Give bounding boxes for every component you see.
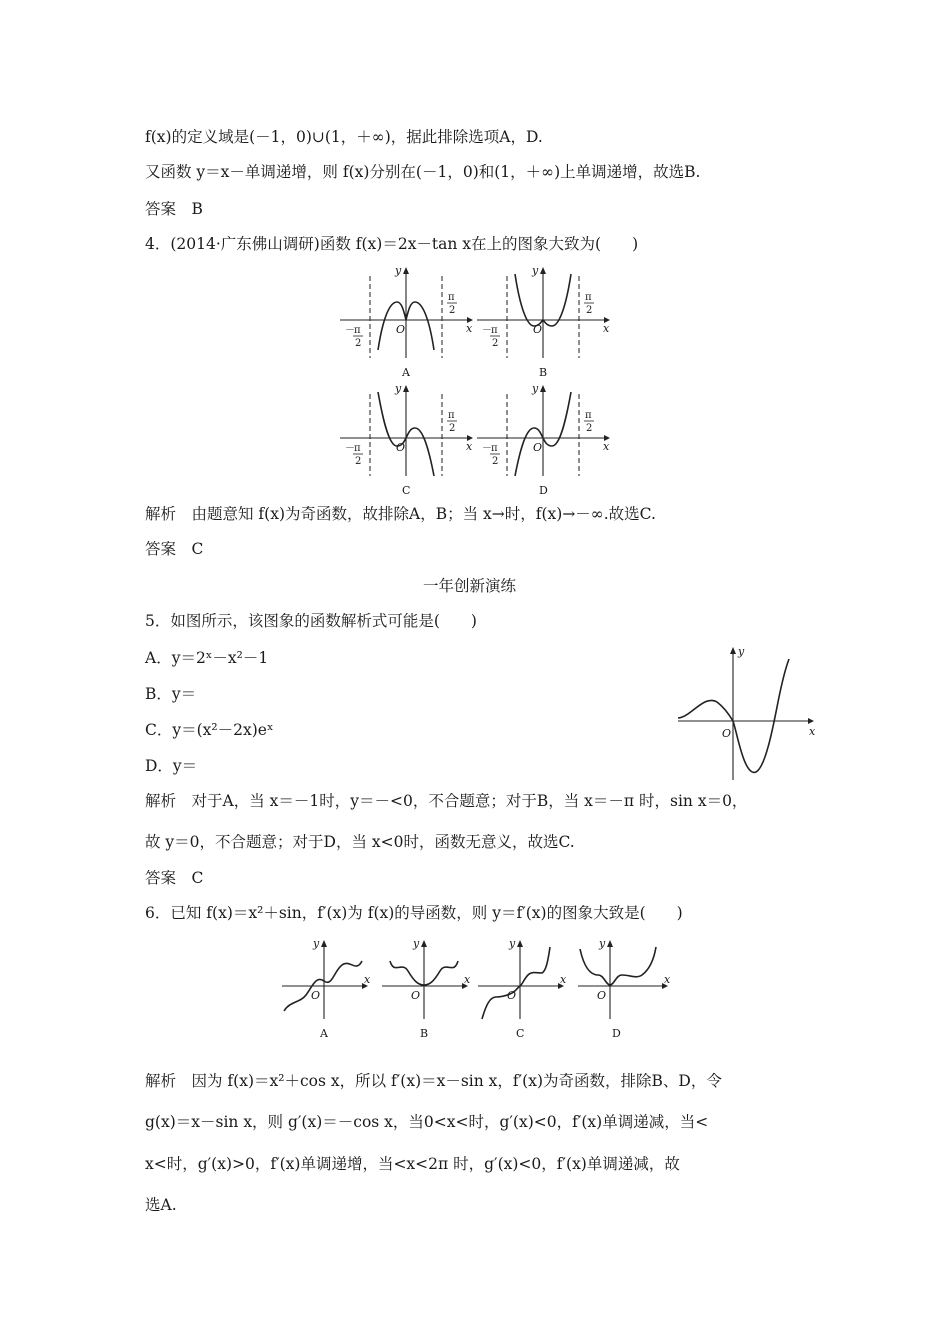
fig4-panel-d [477, 382, 610, 497]
fig4-a-origin: O [396, 323, 406, 336]
fig4-caption-d: D [539, 484, 548, 497]
text-line-2: 又函数 y＝x－单调递增，则 f(x)分别在(－1，0)和(1，＋∞)上单调递增，故选B. [145, 163, 701, 181]
fig6-b-y-label: y [413, 937, 420, 950]
figure-6 [280, 935, 680, 1045]
fig4-d-pos-pi: π [585, 410, 592, 421]
fig6-panel-a [282, 937, 371, 1040]
fig5-y-label: y [738, 645, 745, 658]
fig4-c-neg-sign: － [345, 443, 355, 454]
answer-5: 答案 C [145, 869, 204, 887]
fig4-a-pos-pi: π [448, 292, 455, 303]
question-5: 5．如图所示，该图象的函数解析式可能是( ) [145, 612, 477, 630]
fig4-b-neg-pi: π [491, 325, 498, 336]
analysis-5-line-2: 故 y＝0，不合题意；对于D，当 x<0时，函数无意义，故选C. [145, 833, 575, 851]
fig6-c-origin: O [507, 989, 517, 1002]
fig4-b-neg-den: 2 [492, 338, 499, 349]
fig6-b-origin: O [411, 989, 421, 1002]
fig6-c-x-label: x [560, 973, 567, 986]
question-6: 6．已知 f(x)＝x²＋sin，f′(x)为 f(x)的导函数，则 y＝f′(x)的图象大致是( ) [145, 904, 683, 922]
fig4-d-neg-sign: － [482, 443, 492, 454]
fig6-d-origin: O [597, 989, 607, 1002]
analysis-6-line-1: 解析 因为 f(x)＝x²＋cos x，所以 f′(x)＝x－sin x，f′(x)为奇函数，排除B、D，令 [145, 1072, 722, 1090]
fig6-d-y-label: y [599, 937, 606, 950]
fig4-c-pos-pi: π [448, 410, 455, 421]
analysis-6-line-4: 选A. [145, 1196, 177, 1214]
text-line-1: f(x)的定义域是(－1，0)∪(1，＋∞)，据此排除选项A，D. [145, 128, 543, 146]
fig4-c-y-label: y [395, 382, 402, 395]
option-5d: D．y＝ [145, 757, 198, 775]
fig4-a-neg-sign: － [345, 325, 355, 336]
fig4-a-neg-pi: π [354, 325, 361, 336]
fig6-panel-b [382, 937, 471, 1040]
fig4-c-neg-den: 2 [355, 456, 362, 467]
fig4-caption-c: C [402, 484, 411, 497]
analysis-4: 解析 由题意知 f(x)为奇函数，故排除A，B；当 x→时，f(x)→－∞.故选C. [145, 505, 656, 523]
fig6-panel-c [478, 937, 567, 1040]
analysis-6-line-2: g(x)＝x－sin x，则 g′(x)＝－cos x，当0<x<时，g′(x)<0，f′(x)单调递减，当< [145, 1113, 709, 1131]
option-5b: B．y＝ [145, 685, 197, 703]
fig4-b-neg-sign: － [482, 325, 492, 336]
fig4-caption-b: B [539, 366, 548, 379]
fig4-d-pos-den: 2 [586, 423, 593, 434]
fig4-a-x-label: x [466, 322, 473, 335]
fig4-b-x-label: x [603, 322, 610, 335]
fig4-b-pos-pi: π [585, 292, 592, 303]
figure-4 [335, 262, 615, 497]
analysis-6-line-3: x<时，g′(x)>0，f′(x)单调递增，当<x<2π 时，g′(x)<0，f′(x)单调递减，故 [145, 1155, 680, 1173]
fig4-panel-b [477, 264, 610, 379]
fig6-a-x-label: x [364, 973, 371, 986]
fig4-a-pos-den: 2 [449, 305, 456, 316]
fig4-a-y-label: y [395, 264, 402, 277]
fig4-caption-a: A [402, 366, 410, 379]
fig4-b-pos-den: 2 [586, 305, 593, 316]
fig6-caption-b: B [420, 1027, 429, 1040]
fig6-c-y-label: y [509, 937, 516, 950]
fig4-panel-c [340, 382, 473, 497]
fig4-d-x-label: x [603, 440, 610, 453]
question-4: 4．(2014·广东佛山调研)函数 f(x)＝2x－tan x在上的图象大致为( ) [145, 235, 639, 253]
answer-4: 答案 C [145, 540, 204, 558]
option-5c: C．y＝(x²－2x)eˣ [145, 721, 274, 739]
answer-3: 答案 B [145, 200, 203, 218]
fig4-d-y-label: y [532, 382, 539, 395]
fig5-x-label: x [809, 725, 816, 738]
option-5a: A．y＝2ˣ－x²－1 [145, 649, 269, 667]
fig6-d-x-label: x [664, 973, 671, 986]
fig4-c-origin: O [396, 441, 406, 454]
fig6-a-y-label: y [313, 937, 320, 950]
fig6-caption-c: C [516, 1027, 525, 1040]
figure-5 [672, 642, 822, 782]
fig6-panel-d [578, 937, 671, 1040]
fig4-b-y-label: y [532, 264, 539, 277]
fig5-origin: O [722, 727, 732, 740]
fig4-b-origin: O [533, 323, 543, 336]
fig6-b-x-label: x [464, 973, 471, 986]
section-title: 一年创新演练 [423, 577, 517, 595]
fig4-c-neg-pi: π [354, 443, 361, 454]
fig6-caption-a: A [320, 1027, 328, 1040]
fig4-panel-a [340, 264, 473, 379]
fig6-a-origin: O [311, 989, 321, 1002]
fig4-d-neg-pi: π [491, 443, 498, 454]
fig4-c-x-label: x [466, 440, 473, 453]
fig4-a-neg-den: 2 [355, 338, 362, 349]
fig4-d-neg-den: 2 [492, 456, 499, 467]
fig6-caption-d: D [612, 1027, 621, 1040]
analysis-5-line-1: 解析 对于A，当 x＝－1时，y＝－<0，不合题意；对于B，当 x＝－π 时，sin x＝0， [145, 792, 748, 810]
fig4-c-pos-den: 2 [449, 423, 456, 434]
fig4-d-origin: O [533, 441, 543, 454]
